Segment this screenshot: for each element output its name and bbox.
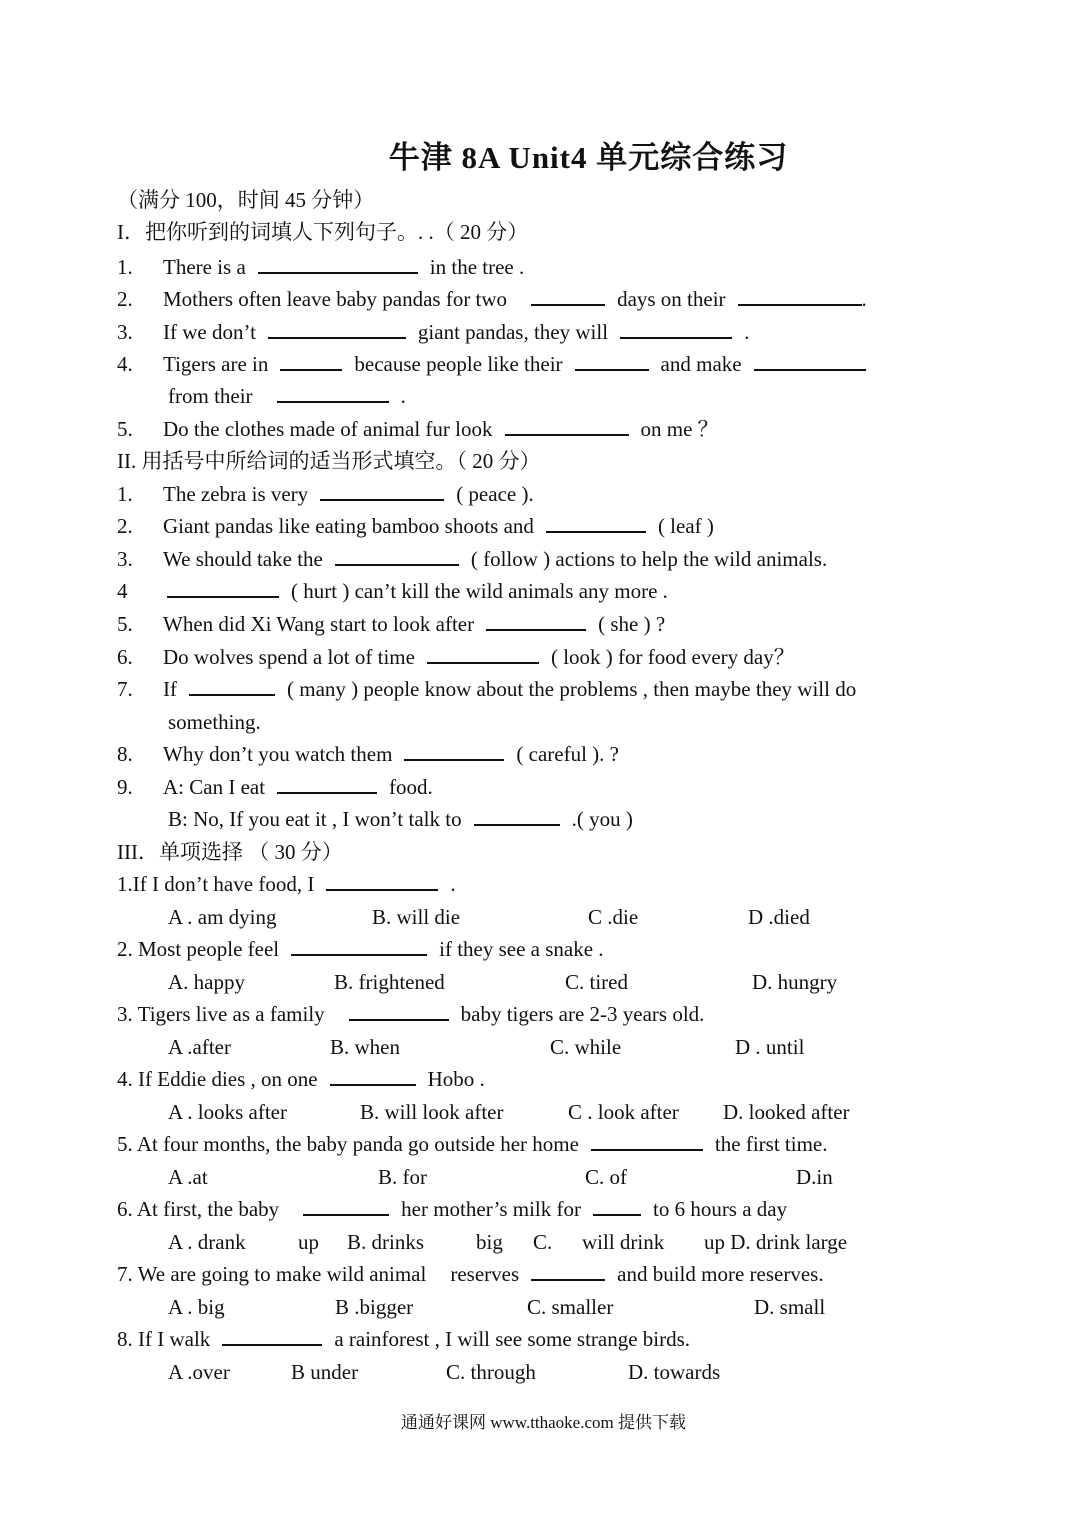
exam-info: （满分 100，时间 45 分钟） (117, 188, 375, 212)
answer-blank[interactable] (546, 513, 646, 533)
option-d[interactable]: D .died (748, 905, 810, 929)
option-d[interactable]: D . until (735, 1035, 805, 1059)
answer-blank[interactable] (593, 1196, 641, 1216)
section-2-heading: II. 用括号中所给词的适当形式填空。（ 20 分） (117, 449, 541, 473)
answer-blank[interactable] (189, 676, 275, 696)
section-3-heading: III．单项选择 （ 30 分） (117, 840, 343, 864)
option-a[interactable]: A .over (168, 1360, 230, 1384)
option-a[interactable]: A .after (168, 1035, 231, 1059)
s2-question-7-cont: something. (168, 710, 261, 734)
answer-blank[interactable] (330, 1066, 416, 1086)
answer-blank[interactable] (277, 383, 389, 403)
answer-blank[interactable] (320, 481, 444, 501)
s2-question-1: 1. The zebra is very ( peace ). (117, 482, 534, 506)
answer-blank[interactable] (486, 611, 586, 631)
s3-question-1: 1.If I don’t have food, I . (117, 872, 456, 896)
s2-question-6: 6. Do wolves spend a lot of time ( look ) for food every day？ (117, 645, 795, 669)
s2-question-8: 8. Why don’t you watch them ( careful ). ? (117, 742, 619, 766)
page-footer: 通通好课网 www.tthaoke.com 提供下载 (400, 1413, 687, 1432)
s1-question-4: 4. Tigers are in because people like their and make (117, 350, 872, 378)
s2-question-2: 2. Giant pandas like eating bamboo shoots and ( leaf ) (117, 514, 714, 538)
option-c[interactable]: C .die (588, 905, 639, 929)
s1-question-5: 5. Do the clothes made of animal fur look on me ？ (117, 417, 719, 441)
option-c[interactable]: C . look after (568, 1100, 679, 1124)
option-a[interactable]: A . drank (168, 1230, 246, 1254)
option-a[interactable]: A . am dying (168, 905, 277, 929)
answer-blank[interactable] (303, 1196, 389, 1216)
option-b[interactable]: B. drinks (347, 1230, 425, 1254)
s3-question-3: 3. Tigers live as a family baby tigers are 2-3 years old. (117, 1002, 705, 1026)
option-c[interactable]: C. of (585, 1165, 627, 1189)
option-b[interactable]: B. will look after (360, 1100, 504, 1124)
answer-blank[interactable] (575, 351, 649, 371)
s1-question-1: 1. There is a in the tree . (117, 255, 525, 279)
option-d[interactable]: D. small (754, 1295, 826, 1319)
answer-blank[interactable] (335, 546, 459, 566)
s2-question-7: 7. If ( many ) people know about the problems , then maybe they will do (117, 677, 857, 701)
s1-question-2: 2. Mothers often leave baby pandas for two days on their . (117, 287, 867, 311)
s3-question-2: 2. Most people feel if they see a snake . (117, 937, 604, 961)
answer-blank[interactable] (738, 286, 862, 306)
option-d[interactable]: up D. drink large (704, 1230, 848, 1254)
s2-question-4: 4 ( hurt ) can’t kill the wild animals any more . (117, 579, 668, 603)
answer-blank[interactable] (280, 351, 342, 371)
option-c[interactable]: C. through (446, 1360, 536, 1384)
section-1-heading: I．把你听到的词填人下列句子。. .（ 20 分） (117, 220, 529, 244)
s2-question-3: 3. We should take the ( follow ) actions to help the wild animals. (117, 547, 828, 571)
option-a[interactable]: A. happy (168, 970, 245, 994)
option-b[interactable]: B .bigger (335, 1295, 414, 1319)
option-d[interactable]: D.in (796, 1165, 833, 1189)
answer-blank[interactable] (531, 286, 605, 306)
s3-question-8: 8. If I walk a rainforest , I will see some strange birds. (117, 1327, 691, 1351)
answer-blank[interactable] (222, 1326, 322, 1346)
s2-question-9a: 9. A: Can I eat food. (117, 775, 433, 799)
answer-blank[interactable] (505, 416, 629, 436)
answer-blank[interactable] (404, 741, 504, 761)
s1-question-4-cont: from their . (168, 384, 406, 408)
option-c-cont: will drink (582, 1230, 665, 1254)
answer-blank[interactable] (167, 578, 279, 598)
option-d[interactable]: D. hungry (752, 970, 838, 994)
answer-blank[interactable] (326, 871, 438, 891)
option-b[interactable]: B. when (330, 1035, 400, 1059)
s3-question-5: 5. At four months, the baby panda go outside her home the first time. (117, 1132, 828, 1156)
answer-blank[interactable] (754, 351, 866, 371)
answer-blank[interactable] (277, 774, 377, 794)
answer-blank[interactable] (620, 319, 732, 339)
s2-question-5: 5. When did Xi Wang start to look after ( she ) ? (117, 612, 666, 636)
option-c[interactable]: C. (533, 1230, 553, 1254)
option-b[interactable]: B. frightened (334, 970, 445, 994)
option-d[interactable]: D. towards (628, 1360, 721, 1384)
answer-blank[interactable] (349, 1001, 449, 1021)
option-a[interactable]: A . big (168, 1295, 225, 1319)
option-c[interactable]: C. while (550, 1035, 622, 1059)
answer-blank[interactable] (268, 319, 406, 339)
answer-blank[interactable] (474, 806, 560, 826)
option-b-cont: big (476, 1230, 503, 1254)
answer-blank[interactable] (291, 936, 427, 956)
option-b[interactable]: B. for (378, 1165, 427, 1189)
answer-blank[interactable] (591, 1131, 703, 1151)
s3-question-6: 6. At first, the baby her mother’s milk for to 6 hours a day (117, 1197, 788, 1221)
option-a-cont: up (298, 1230, 319, 1254)
answer-blank[interactable] (531, 1261, 605, 1281)
s3-question-4: 4. If Eddie dies , on one Hobo . (117, 1067, 485, 1091)
option-c[interactable]: C. smaller (527, 1295, 614, 1319)
s2-question-9b: B: No, If you eat it , I won’t talk to .( you ) (168, 807, 633, 831)
page-title: 牛津 8A Unit4 单元综合练习 (388, 140, 789, 175)
s1-question-3: 3. If we don’t giant pandas, they will . (117, 320, 750, 344)
answer-blank[interactable] (427, 644, 539, 664)
option-b[interactable]: B under (291, 1360, 359, 1384)
option-a[interactable]: A .at (168, 1165, 208, 1189)
option-c[interactable]: C. tired (565, 970, 628, 994)
option-d[interactable]: D. looked after (723, 1100, 850, 1124)
option-a[interactable]: A . looks after (168, 1100, 287, 1124)
answer-blank[interactable] (258, 254, 418, 274)
option-b[interactable]: B. will die (372, 905, 461, 929)
s3-question-7: 7. We are going to make wild animal reserves and build more reserves. (117, 1262, 824, 1286)
